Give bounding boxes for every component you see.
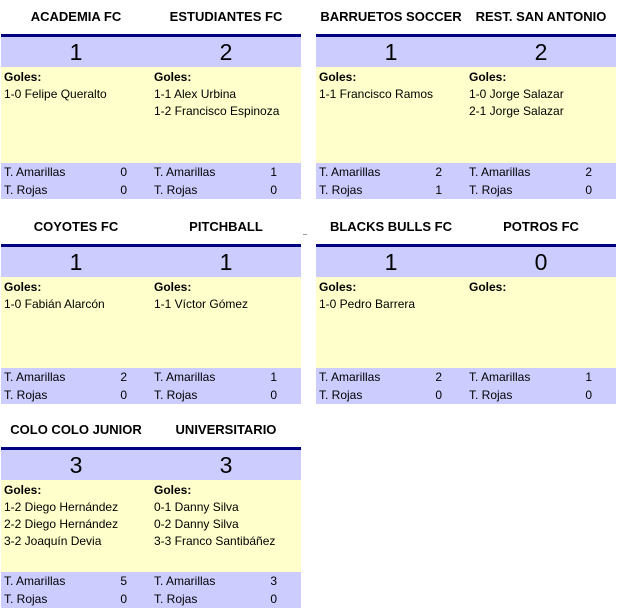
red-cards-count: 0 [270, 592, 277, 606]
home-cards [316, 368, 466, 404]
home-team-name: BARRUETOS SOCCER [320, 9, 462, 24]
red-cards-row [151, 181, 301, 199]
away-goals [466, 277, 616, 368]
home-team-name: COLO COLO JUNIOR [10, 422, 142, 437]
home-score: 3 [69, 452, 83, 478]
goal-entry: 1-0 Jorge Salazar [469, 87, 564, 101]
goals-section [316, 277, 616, 368]
goal-entry: 1-1 Alex Urbina [154, 87, 237, 101]
yellow-cards-count: 2 [120, 370, 127, 384]
red-cards-row [466, 386, 616, 404]
red-cards-count: 0 [270, 388, 277, 402]
yellow-cards-label: T. Amarillas [469, 165, 531, 179]
red-cards-count: 0 [120, 388, 127, 402]
goals-section [316, 67, 616, 163]
goal-entry: 1-2 Diego Hernández [4, 500, 119, 514]
red-cards-count: 0 [585, 183, 592, 197]
yellow-cards-count: 1 [270, 165, 277, 179]
yellow-cards-count: 3 [270, 574, 277, 588]
yellow-cards-count: 0 [120, 165, 127, 179]
red-cards-count: 0 [120, 592, 127, 606]
cards-section [1, 163, 301, 199]
away-score: 2 [534, 39, 548, 65]
home-cards [316, 163, 466, 199]
score-row [1, 34, 301, 67]
goals-label: Goles: [469, 70, 507, 84]
red-cards-row [1, 386, 151, 404]
yellow-cards-row [316, 163, 466, 181]
yellow-cards-count: 2 [435, 370, 442, 384]
cards-section [1, 368, 301, 404]
goals-section [1, 67, 301, 163]
score-row [316, 244, 616, 277]
away-team-name: PITCHBALL [189, 219, 263, 234]
score-row [1, 244, 301, 277]
goals-label: Goles: [319, 70, 357, 84]
goals-section [1, 277, 301, 368]
red-cards-count: 0 [120, 183, 127, 197]
home-team-name: COYOTES FC [33, 219, 119, 234]
red-cards-count: 0 [270, 183, 277, 197]
yellow-cards-row [151, 572, 301, 590]
red-cards-label: T. Rojas [154, 183, 198, 197]
red-cards-label: T. Rojas [319, 388, 363, 402]
yellow-cards-row [466, 163, 616, 181]
away-team-name: ESTUDIANTES FC [169, 9, 283, 24]
yellow-cards-label: T. Amarillas [154, 370, 216, 384]
home-score: 1 [69, 39, 83, 65]
away-cards [151, 572, 301, 608]
home-team-name: ACADEMIA FC [30, 9, 122, 24]
goal-entry: 0-1 Danny Silva [154, 500, 239, 514]
away-score: 3 [219, 452, 233, 478]
red-cards-label: T. Rojas [319, 183, 363, 197]
red-cards-count: 1 [435, 183, 442, 197]
yellow-cards-label: T. Amarillas [4, 370, 66, 384]
away-goals [151, 277, 301, 368]
match-card [316, 0, 616, 199]
home-score: 1 [384, 249, 398, 275]
yellow-cards-count: 1 [270, 370, 277, 384]
yellow-cards-count: 5 [120, 574, 127, 588]
cards-section [316, 163, 616, 199]
red-cards-row [151, 386, 301, 404]
home-cards [1, 163, 151, 199]
red-cards-row [466, 181, 616, 199]
match-card [1, 0, 301, 199]
cards-section [1, 572, 301, 608]
away-cards [151, 163, 301, 199]
yellow-cards-label: T. Amarillas [319, 165, 381, 179]
team-names [316, 210, 616, 244]
yellow-cards-row [466, 368, 616, 386]
yellow-cards-row [1, 368, 151, 386]
yellow-cards-count: 2 [585, 165, 592, 179]
away-score: 1 [219, 249, 233, 275]
home-goals [1, 480, 151, 572]
home-goals [316, 277, 466, 368]
red-cards-label: T. Rojas [154, 592, 198, 606]
away-score: 0 [534, 249, 548, 275]
score-row [1, 447, 301, 480]
yellow-cards-label: T. Amarillas [4, 165, 66, 179]
goal-entry: 2-1 Jorge Salazar [469, 104, 564, 118]
home-score: 1 [384, 39, 398, 65]
yellow-cards-count: 1 [585, 370, 592, 384]
score-row [316, 34, 616, 67]
goals-section [1, 480, 301, 572]
red-cards-label: T. Rojas [4, 183, 48, 197]
red-cards-row [316, 386, 466, 404]
goal-entry: 1-1 Víctor Gómez [154, 297, 249, 311]
goals-label: Goles: [4, 280, 42, 294]
yellow-cards-label: T. Amarillas [469, 370, 531, 384]
team-names [1, 0, 301, 34]
away-goals [151, 67, 301, 163]
goals-label: Goles: [469, 280, 507, 294]
away-goals [466, 67, 616, 163]
cards-section [316, 368, 616, 404]
red-cards-label: T. Rojas [4, 388, 48, 402]
home-goals [316, 67, 466, 163]
goal-entry: 1-0 Pedro Barrera [319, 297, 416, 311]
away-score: 2 [219, 39, 233, 65]
red-cards-label: T. Rojas [469, 388, 513, 402]
red-cards-row [316, 181, 466, 199]
away-cards [151, 368, 301, 404]
yellow-cards-label: T. Amarillas [4, 574, 66, 588]
yellow-cards-count: 2 [435, 165, 442, 179]
goal-entry: 2-2 Diego Hernández [4, 517, 119, 531]
home-cards [1, 368, 151, 404]
yellow-cards-label: T. Amarillas [154, 574, 216, 588]
goals-label: Goles: [154, 70, 192, 84]
away-team-name: REST. SAN ANTONIO [475, 9, 607, 24]
away-goals [151, 480, 301, 572]
team-names [316, 0, 616, 34]
red-cards-row [1, 181, 151, 199]
yellow-cards-label: T. Amarillas [154, 165, 216, 179]
goal-entry: 1-0 Fabián Alarcón [4, 297, 105, 311]
red-cards-row [1, 590, 151, 608]
match-card [316, 210, 616, 404]
home-score: 1 [69, 249, 83, 275]
home-goals [1, 277, 151, 368]
away-team-name: UNIVERSITARIO [175, 422, 277, 437]
goal-entry: 1-2 Francisco Espinoza [154, 104, 280, 118]
away-team-name: POTROS FC [503, 219, 579, 234]
away-cards [466, 163, 616, 199]
yellow-cards-row [1, 163, 151, 181]
red-cards-label: T. Rojas [154, 388, 198, 402]
goals-label: Goles: [4, 70, 42, 84]
home-cards [1, 572, 151, 608]
red-cards-label: T. Rojas [469, 183, 513, 197]
yellow-cards-row [316, 368, 466, 386]
goals-label: Goles: [154, 483, 192, 497]
yellow-cards-row [151, 163, 301, 181]
yellow-cards-row [151, 368, 301, 386]
goal-entry: 1-0 Felipe Queralto [4, 87, 107, 101]
team-names [1, 210, 301, 244]
red-cards-count: 0 [435, 388, 442, 402]
goal-entry: 1-1 Francisco Ramos [319, 87, 434, 101]
goals-label: Goles: [319, 280, 357, 294]
goal-entry: 0-2 Danny Silva [154, 517, 239, 531]
yellow-cards-row [1, 572, 151, 590]
yellow-cards-label: T. Amarillas [319, 370, 381, 384]
red-cards-row [151, 590, 301, 608]
team-names [1, 413, 301, 447]
match-card [1, 210, 301, 404]
red-cards-count: 0 [585, 388, 592, 402]
home-team-name: BLACKS BULLS FC [329, 219, 453, 234]
away-cards [466, 368, 616, 404]
red-cards-label: T. Rojas [4, 592, 48, 606]
divider-mark [303, 234, 307, 235]
home-goals [1, 67, 151, 163]
goal-entry: 3-2 Joaquín Devia [4, 534, 102, 548]
match-card [1, 413, 301, 608]
goals-label: Goles: [154, 280, 192, 294]
goals-label: Goles: [4, 483, 42, 497]
goal-entry: 3-3 Franco Santibáñez [154, 534, 276, 548]
